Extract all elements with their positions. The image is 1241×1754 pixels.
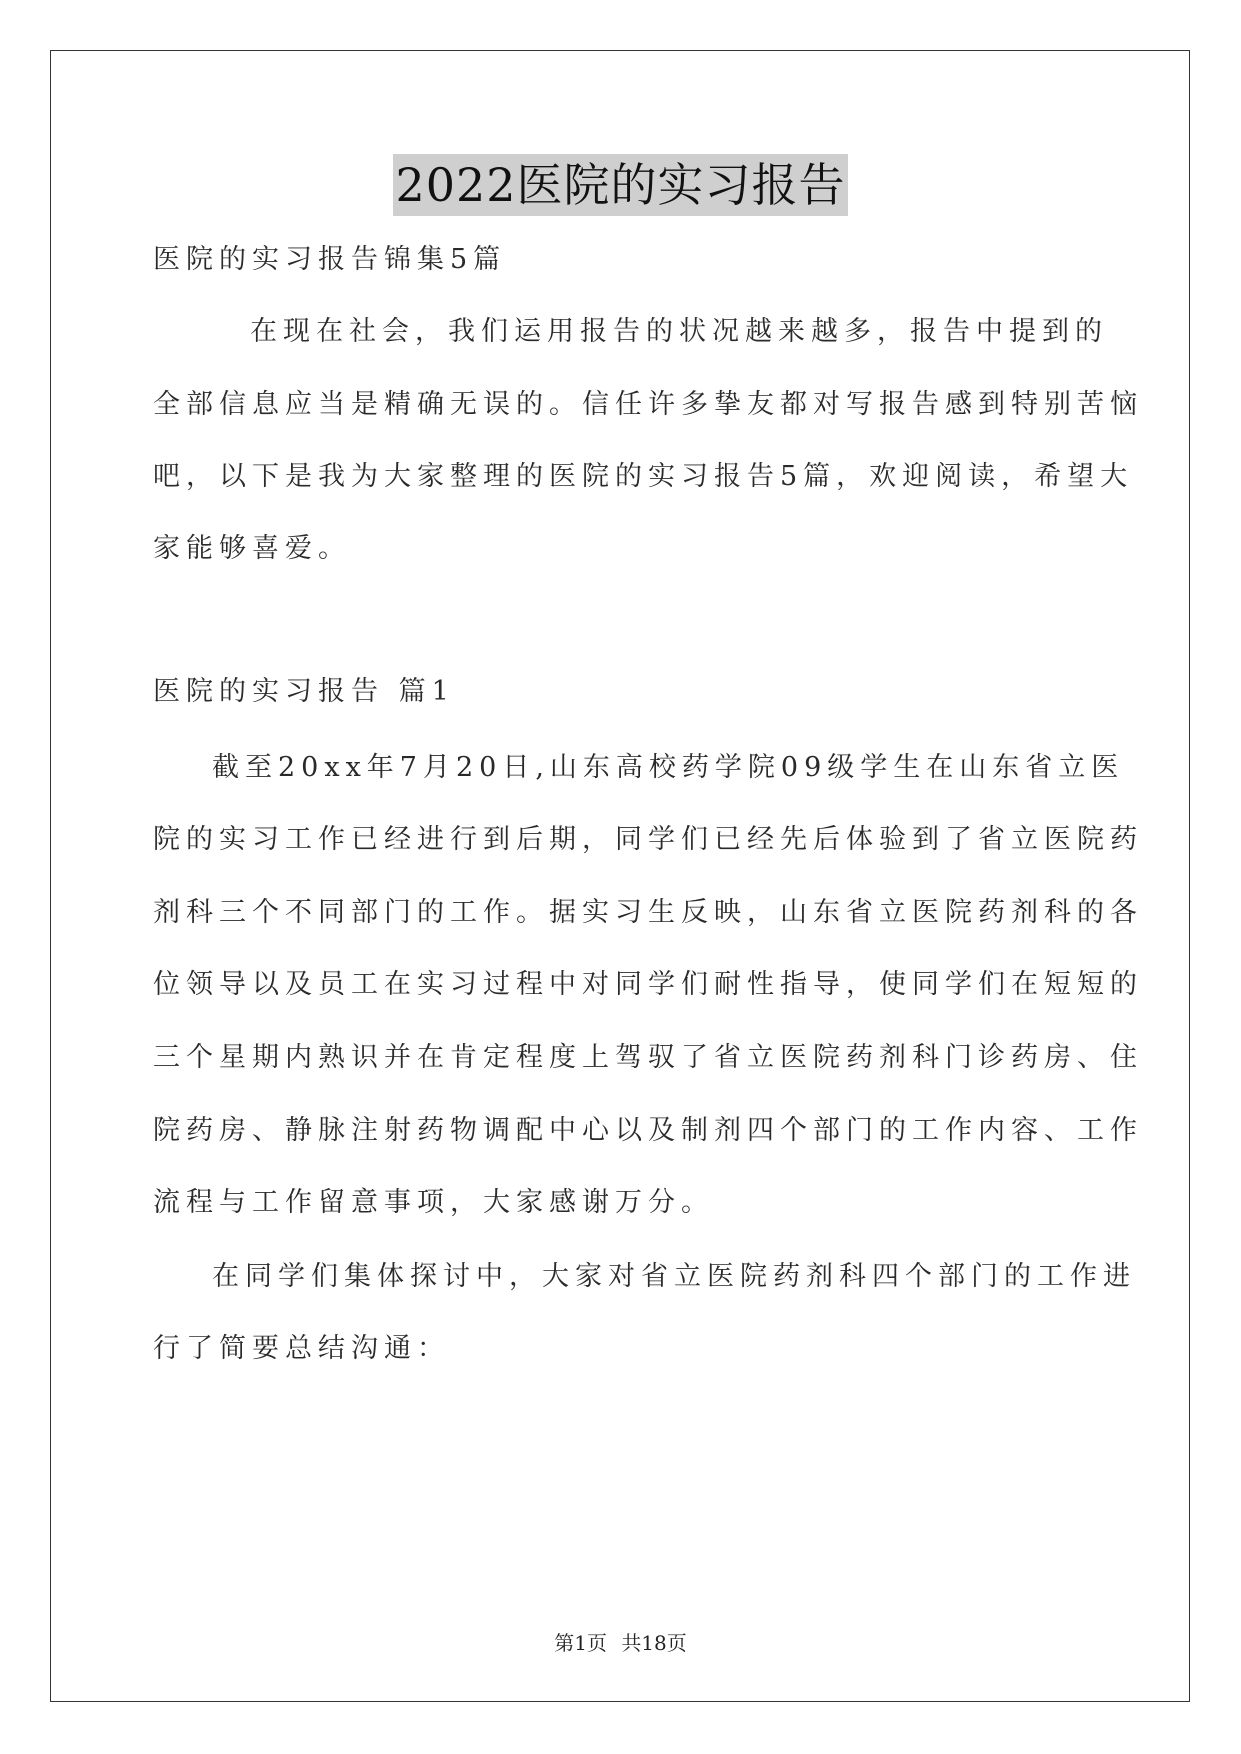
- document-title: 2022医院的实习报告: [393, 154, 847, 216]
- section1-para2-line-2: 行了简要总结沟通：: [153, 1333, 450, 1364]
- section1-para1-line-6: 院药房、静脉注射药物调配中心以及制剂四个部门的工作内容、工作: [153, 1115, 1143, 1146]
- page-number: 第1页: [554, 1631, 607, 1655]
- title-container: [0, 154, 1241, 216]
- intro-line-1: 在现在社会，我们运用报告的状况越来越多，报告中提到的: [250, 316, 1108, 347]
- page-footer: [0, 1627, 1241, 1656]
- section1-para1-line-5: 三个星期内熟识并在肯定程度上驾驭了省立医院药剂科门诊药房、住: [153, 1042, 1143, 1073]
- intro-line-3: 吧，以下是我为大家整理的医院的实习报告5篇，欢迎阅读，希望大: [153, 461, 1134, 492]
- section1-para1-line-2: 院的实习工作已经进行到后期，同学们已经先后体验到了省立医院药: [153, 824, 1143, 855]
- section1-para1-line-3: 剂科三个不同部门的工作。据实习生反映，山东省立医院药剂科的各: [153, 897, 1143, 928]
- section1-para2-line-1: 在同学们集体探讨中，大家对省立医院药剂科四个部门的工作进: [212, 1261, 1136, 1292]
- page-border: [50, 50, 1190, 1702]
- intro-line-4: 家能够喜爱。: [153, 533, 351, 564]
- document-subtitle: 医院的实习报告锦集5篇: [153, 244, 507, 275]
- page-total: 共18页: [621, 1631, 687, 1655]
- intro-line-2: 全部信息应当是精确无误的。信任许多挚友都对写报告感到特别苦恼: [153, 389, 1143, 420]
- section1-para1-line-4: 位领导以及员工在实习过程中对同学们耐性指导，使同学们在短短的: [153, 969, 1143, 1000]
- section1-heading: 医院的实习报告 篇1: [153, 676, 455, 707]
- section1-para1-line-1: 截至20xx年7月20日,山东高校药学院09级学生在山东省立医: [212, 752, 1125, 783]
- section1-para1-line-7: 流程与工作留意事项，大家感谢万分。: [153, 1187, 714, 1218]
